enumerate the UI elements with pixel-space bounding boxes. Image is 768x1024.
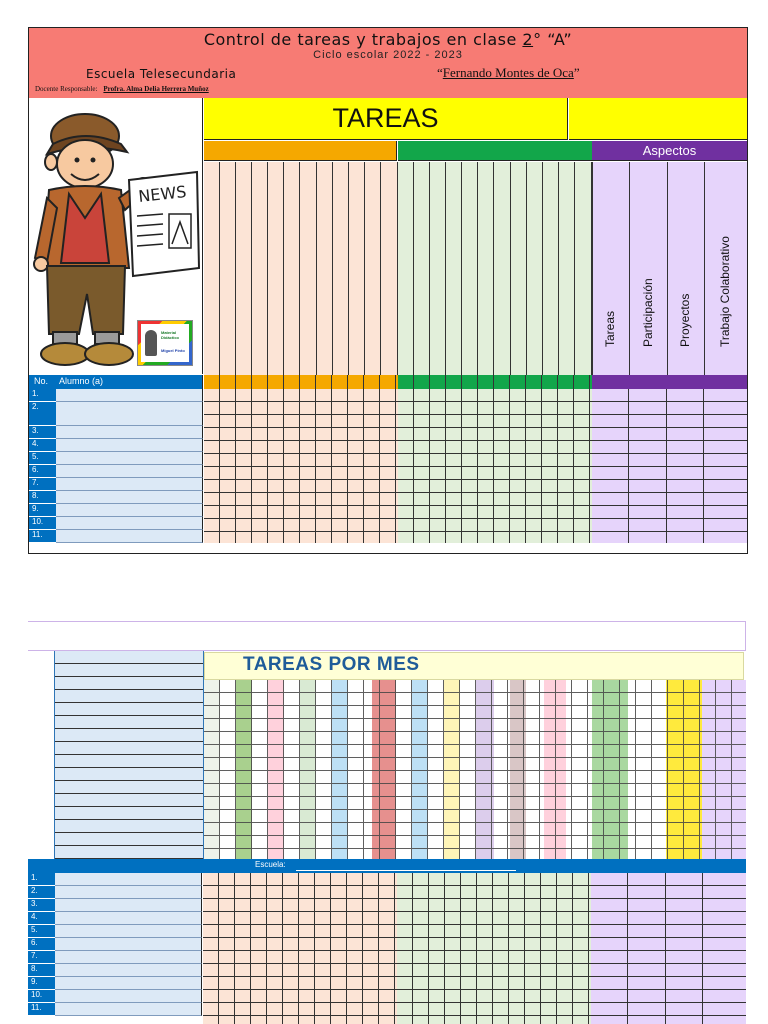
- green-task-columns: [398, 162, 592, 375]
- row-number: 7.: [28, 951, 55, 964]
- tareas-por-mes-title: TAREAS POR MES: [243, 654, 420, 675]
- aspects-header: Aspectos: [592, 141, 747, 161]
- student-name-cell[interactable]: [55, 977, 202, 990]
- row-number: 1.: [29, 389, 56, 402]
- sheet2-name-column: [54, 651, 204, 859]
- sheet2-orange-grid: [203, 873, 397, 1024]
- row-number: 8.: [29, 491, 56, 504]
- tareas-banner-blank: [569, 98, 747, 140]
- escuela-bar: [28, 859, 746, 873]
- student-rows: [29, 389, 747, 554]
- student-name-cell[interactable]: [56, 530, 203, 543]
- student-name-cell[interactable]: [56, 491, 203, 504]
- grid-column: [220, 162, 236, 375]
- student-name-cell[interactable]: [56, 465, 203, 478]
- grid-column: [494, 162, 511, 375]
- orange-grid-body: [204, 389, 398, 543]
- aspect-label: Trabajo Colaborativo: [718, 236, 732, 347]
- teacher-label: Docente Responsable:: [35, 85, 98, 93]
- grid-column: [349, 162, 365, 375]
- escuela-label: Escuela:: [255, 860, 286, 869]
- green-header-strip: [398, 375, 592, 389]
- aspects-grid-body: [592, 389, 747, 543]
- school-name-text: Fernando Montes de Oca: [442, 65, 574, 80]
- teacher-figure-icon: [145, 330, 157, 356]
- row-number: 3.: [28, 899, 55, 912]
- aspect-column-trabajo-colaborativo: [704, 162, 747, 375]
- grade-group: ° “A”: [533, 30, 573, 49]
- row-number: 2.: [29, 402, 56, 426]
- row-number: 2.: [28, 886, 55, 899]
- school-label: Escuela Telesecundaria: [86, 67, 237, 81]
- row-number: 10.: [28, 990, 55, 1003]
- student-name-cell[interactable]: [55, 873, 202, 886]
- sheet2-top-border: [28, 621, 746, 651]
- sheet2-aspects-grid: [591, 873, 746, 1024]
- student-name-cell[interactable]: [56, 517, 203, 530]
- student-name-header: Alumno (a): [59, 376, 104, 386]
- logo-text-line: Miguel Pinto: [161, 348, 185, 353]
- grid-column: [381, 162, 398, 375]
- student-name-cell[interactable]: [55, 912, 202, 925]
- monthly-grid-lines: [204, 680, 746, 859]
- aspect-label: Tareas: [603, 310, 617, 347]
- sheet-header: [29, 28, 747, 98]
- teacher-name: Profra. Alma Delia Herrera Muñoz: [103, 85, 209, 93]
- title-text: Control de tareas y trabajos en clase: [203, 30, 517, 49]
- grid-column: [236, 162, 252, 375]
- orange-header-strip: [204, 375, 398, 389]
- grid-column: [333, 162, 349, 375]
- homework-control-sheet: [28, 27, 748, 554]
- aspect-column-participacion: [629, 162, 667, 375]
- purple-header-strip: [592, 375, 747, 389]
- grid-column: [365, 162, 381, 375]
- aspect-column-tareas: [592, 162, 629, 375]
- row-number: 7.: [29, 478, 56, 491]
- row-number: 9.: [29, 504, 56, 517]
- monthly-columns: [204, 680, 746, 859]
- grid-column: [575, 162, 592, 375]
- student-name-cell[interactable]: [55, 1003, 202, 1016]
- grid-column: [398, 162, 414, 375]
- sheet-title: [29, 30, 747, 49]
- logo-text-line: Didáctico: [161, 335, 180, 340]
- grid-column: [559, 162, 575, 375]
- row-number: 6.: [29, 465, 56, 478]
- svg-text:NEWS: NEWS: [137, 182, 188, 206]
- grid-column: [462, 162, 478, 375]
- green-grid-body: [398, 389, 592, 543]
- grid-column: [300, 162, 317, 375]
- quote-open: “: [437, 65, 443, 80]
- row-number: 9.: [28, 977, 55, 990]
- grid-column: [284, 162, 300, 375]
- teacher-line: [35, 85, 209, 93]
- row-number: 10.: [29, 517, 56, 530]
- student-name-cell[interactable]: [56, 439, 203, 452]
- student-name-cell[interactable]: [55, 951, 202, 964]
- school-cycle: Ciclo escolar 2022 - 2023: [313, 49, 463, 61]
- grid-column: [204, 162, 220, 375]
- student-name-cell[interactable]: [55, 925, 202, 938]
- tareas-por-mes-banner: [204, 652, 744, 680]
- student-name-cell[interactable]: [56, 402, 203, 426]
- student-name-cell[interactable]: [55, 886, 202, 899]
- row-number: 11.: [28, 1003, 55, 1016]
- row-number: 1.: [28, 873, 55, 886]
- quote-close: ”: [573, 65, 580, 80]
- grid-column: [430, 162, 446, 375]
- logo-text-line: Material: [161, 330, 177, 335]
- student-name-cell[interactable]: [56, 478, 203, 491]
- grid-column: [446, 162, 462, 375]
- grid-column: [317, 162, 333, 375]
- grid-column: [268, 162, 284, 375]
- student-name-cell[interactable]: [56, 452, 203, 465]
- student-name-cell[interactable]: [55, 990, 202, 1003]
- student-name-cell[interactable]: [56, 504, 203, 517]
- aspect-label: Proyectos: [678, 293, 692, 347]
- row-number: 5.: [29, 452, 56, 465]
- row-number: 8.: [28, 964, 55, 977]
- row-number: 5.: [28, 925, 55, 938]
- illustration-cell: [29, 98, 203, 374]
- student-name-cell[interactable]: [55, 899, 202, 912]
- row-number: 3.: [29, 426, 56, 439]
- aspect-column-proyectos: [667, 162, 704, 375]
- teacher-logo-stamp: [137, 320, 193, 366]
- logo-text: [161, 330, 185, 353]
- grid-column: [478, 162, 494, 375]
- grid-column: [252, 162, 268, 375]
- grid-column: [543, 162, 559, 375]
- grid-column: [414, 162, 430, 375]
- orange-header-band: [204, 141, 397, 161]
- escuela-underline: [296, 870, 516, 871]
- student-name-cell[interactable]: [55, 964, 202, 977]
- student-header-row: [29, 375, 203, 389]
- sheet2-green-grid: [397, 873, 591, 1024]
- row-number: 11.: [29, 530, 56, 543]
- school-name: [437, 65, 580, 81]
- aspect-label: Participación: [640, 278, 655, 347]
- student-name-cell[interactable]: [56, 389, 203, 402]
- sheet2-student-rows: [28, 873, 746, 1024]
- grade-number: 2: [522, 30, 534, 49]
- row-number: 4.: [28, 912, 55, 925]
- green-header-band: [398, 141, 592, 161]
- grid-column: [527, 162, 543, 375]
- row-number: 4.: [29, 439, 56, 452]
- number-header: No.: [34, 376, 49, 386]
- tareas-banner: TAREAS: [204, 98, 568, 140]
- grid-column: [511, 162, 527, 375]
- row-number: 6.: [28, 938, 55, 951]
- student-name-cell[interactable]: [56, 426, 203, 439]
- orange-task-columns: [204, 162, 398, 375]
- student-name-cell[interactable]: [55, 938, 202, 951]
